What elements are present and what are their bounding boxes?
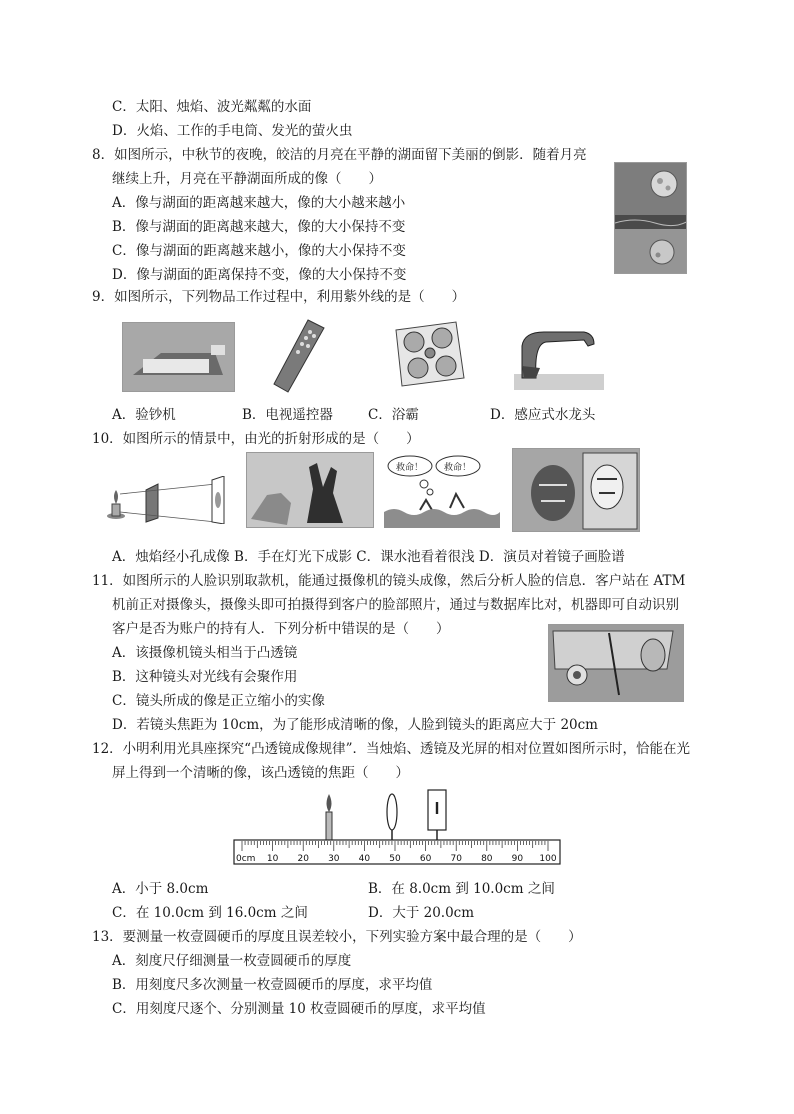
- q10-bubble-text-2: 救命！: [444, 463, 472, 473]
- q11-stem-line2: 机前正对摄像头，摄像头即可拍摄得到客户的脸部照片，通过与数据库比对，机器即可自动识别: [112, 597, 679, 613]
- ruler-tick-label: 0cm: [236, 854, 256, 864]
- q10-hand-shadow-image: [246, 452, 374, 528]
- q8-moon-reflection-image: [614, 162, 687, 274]
- q13-option-c: C．用刻度尺逐个、分别测量 10 枚壹圆硬币的厚度，求平均值: [112, 1001, 486, 1017]
- ruler-tick-label: 70: [450, 854, 462, 864]
- ruler-tick-label: 90: [511, 854, 524, 864]
- q13-option-b: B．用刻度尺多次测量一枚壹圆硬币的厚度，求平均值: [112, 977, 433, 993]
- q9-stem: 9．如图所示，下列物品工作过程中，利用紫外线的是（ ）: [92, 289, 466, 305]
- ruler-tick-label: 10: [266, 854, 279, 864]
- ruler-tick-label: 60: [419, 854, 432, 864]
- q9-option-b: B．电视遥控器: [242, 407, 333, 423]
- q13-stem: 13．要测量一枚壹圆硬币的厚度且误差较小，下列实验方案中最合理的是（ ）: [92, 929, 582, 945]
- q10-pinhole-image: [100, 476, 240, 524]
- q9-option-d: D．感应式水龙头: [490, 407, 596, 423]
- q10-mirror-makeup-image: [512, 448, 640, 532]
- q11-option-a: A．该摄像机镜头相当于凸透镜: [112, 645, 298, 661]
- q10-bubble-text-1: 救命！: [396, 463, 424, 473]
- q8-option-b: B．像与湖面的距离越来越大，像的大小保持不变: [112, 219, 406, 235]
- q9-option-a: A．验钞机: [112, 407, 176, 423]
- q12-option-d: D．大于 20.0cm: [368, 905, 475, 921]
- ruler-tick-label: 80: [481, 854, 493, 864]
- ruler-tick-label: 40: [358, 854, 371, 864]
- q12-stem-line2: 屏上得到一个清晰的像，该凸透镜的焦距（ ）: [112, 765, 409, 781]
- q12-option-b: B．在 8.0cm 到 10.0cm 之间: [368, 881, 555, 897]
- q8-option-a: A．像与湖面的距离越来越大，像的大小越来越小: [112, 195, 406, 211]
- ruler-tick-label: 100: [539, 854, 557, 864]
- q8-stem-line1: 8．如图所示，中秋节的夜晚，皎洁的月亮在平静的湖面留下美丽的倒影．随着月亮: [92, 147, 587, 163]
- q12-option-c: C．在 10.0cm 到 16.0cm 之间: [112, 905, 308, 921]
- q7-option-c: C．太阳、烛焰、波光粼粼的水面: [112, 99, 312, 115]
- q8-option-d: D．像与湖面的距离保持不变，像的大小保持不变: [112, 267, 407, 283]
- q9-option-c: C．浴霸: [368, 407, 419, 423]
- q11-option-b: B．这种镜头对光线有会聚作用: [112, 669, 298, 685]
- q9-faucet-image: [514, 318, 604, 390]
- ruler-tick-label: 20: [297, 854, 309, 864]
- q8-stem-line2: 继续上升，月亮在平静湖面所成的像（ ）: [112, 171, 382, 187]
- q8-option-c: C．像与湖面的距离越来越小，像的大小保持不变: [112, 243, 406, 259]
- q7-option-d: D．火焰、工作的手电筒、发光的萤火虫: [112, 123, 353, 139]
- q10-stem: 10．如图所示的情景中，由光的折射形成的是（ ）: [92, 431, 420, 447]
- q11-stem-line3: 客户是否为账户的持有人．下列分析中错误的是（ ）: [112, 621, 450, 637]
- q10-options: A．烛焰经小孔成像 B．手在灯光下成影 C．课水池看着很浅 D．演员对着镜子画脸谱: [112, 549, 625, 565]
- ruler-tick-label: 50: [389, 854, 401, 864]
- q12-stem-line1: 12．小明利用光具座探究“凸透镜成像规律”．当烛焰、透镜及光屏的相对位置如图所示时，恰能在光: [92, 741, 690, 757]
- q11-option-d: D．若镜头焦距为 10cm，为了能形成清晰的像，人脸到镜头的距离应大于 20cm: [112, 717, 598, 733]
- q11-option-c: C．镜头所成的像是正立缩小的实像: [112, 693, 325, 709]
- q9-remote-control-image: [270, 318, 328, 394]
- q11-stem-line1: 11．如图所示的人脸识别取款机，能通过摄像机的镜头成像，然后分析人脸的信息．客户站在 ATM: [92, 573, 686, 589]
- candle-icon: [326, 812, 332, 840]
- q12-option-a: A．小于 8.0cm: [112, 881, 209, 897]
- ruler-tick-label: 30: [328, 854, 340, 864]
- candle-flame-icon: [327, 794, 332, 812]
- q12-optical-bench-diagram: [232, 784, 562, 870]
- q11-atm-camera-image: [548, 624, 684, 702]
- q9-bath-heater-image: [390, 320, 468, 388]
- q13-option-a: A．刻度尺仔细测量一枚壹圆硬币的厚度: [112, 953, 352, 969]
- q10-pool-cartoon-image: [384, 452, 500, 528]
- q9-money-detector-image: [122, 322, 235, 392]
- convex-lens-icon: [387, 794, 397, 830]
